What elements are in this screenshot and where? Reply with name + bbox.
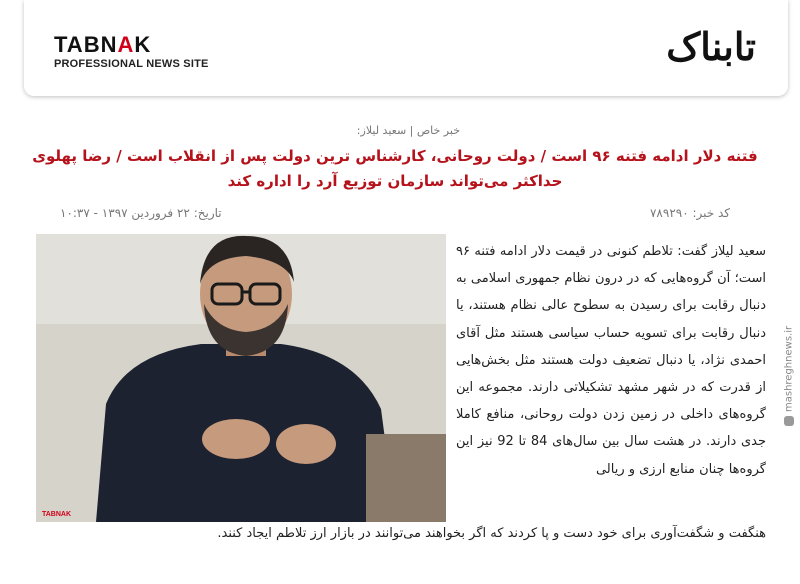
- article-headline: فتنه دلار ادامه فتنه ۹۶ است / دولت روحانی، کارشناس ترین دولت پس از انقلاب است / رضا پهلوی حداکثر می‌تواند سازمان توزیع آرد را اداره کند: [32, 147, 758, 190]
- watermark-badge-icon: [784, 416, 794, 426]
- source-watermark: [782, 6, 796, 426]
- article-date: تاریخ: ۲۲ فروردین ۱۳۹۷ - ۱۰:۳۷: [60, 206, 222, 220]
- portrait-illustration: [36, 234, 446, 522]
- article-body-continued: هنگفت و شگفت‌آوری برای خود دست و پا کردند که اگر بخواهند می‌توانند در بازار ارز تلاطم ایجاد کنند.: [217, 526, 766, 541]
- site-header: [24, 0, 788, 96]
- logo-latin[interactable]: [54, 34, 209, 70]
- watermark-text: mashreghnews.ir: [783, 325, 795, 412]
- article-body: سعید لیلاز گفت: تلاطم کنونی در قیمت دلار ادامه فتنه ۹۶ است؛ آن گروه‌هایی که در درون نظام جمهوری اسلامی به دنبال رقابت برای رسیدن به سطوح عالی نظام هستند، یا دنبال رقابت برای تسویه حساب سیاسی هستند مثل آقای احمدی نژاد، یا دنبال تضعیف دولت هستند مثل بخش‌هایی از قدرت که در شهر مشهد تشکیلاتی دارند. مجموعه این گروه‌های داخلی در زمین زدن دولت روحانی، منافع کاملا جدی دارند. در هشت سال بین سال‌های 84 تا 92 نیز این گروه‌ها چنان منابع ارزی و ریالی: [456, 244, 767, 477]
- article-photo: [36, 234, 446, 522]
- article-news-code: کد خبر: ۷۸۹۲۹۰: [649, 206, 730, 220]
- logo-persian[interactable]: تابناک: [666, 24, 756, 69]
- logo-tagline: PROFESSIONAL NEWS SITE: [54, 58, 209, 70]
- article-kicker: خبر خاص | سعید لیلاز:: [356, 124, 460, 137]
- logo-wordmark: TABNAK: [54, 32, 152, 57]
- photo-credit: TABNAK: [42, 511, 72, 518]
